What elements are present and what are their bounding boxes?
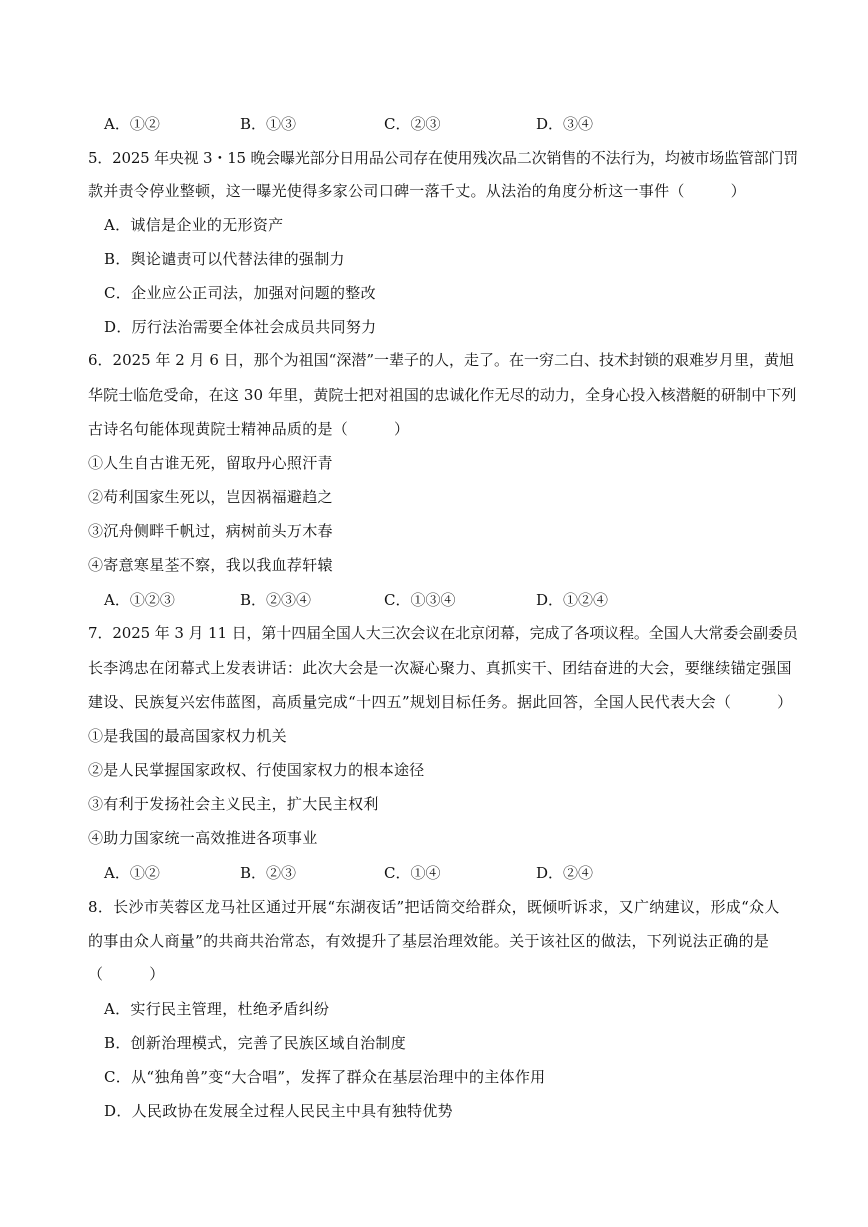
choice-b[interactable]: B．②③④ xyxy=(240,591,312,609)
question-6-item-1: ①人生自古谁无死，留取丹心照汗青 xyxy=(88,454,333,472)
choice-a[interactable]: A．①② xyxy=(104,115,160,133)
question-5-stem-line-1: 5．2025 年央视 3・15 晚会曝光部分日用品公司存在使用残次品二次销售的不法行为，均被市场监管部门罚 xyxy=(88,149,799,167)
question-8-option-d[interactable]: D．人民政协在发展全过程人民民主中具有独特优势 xyxy=(104,1102,453,1120)
question-6-item-4: ④寄意寒星荃不察，我以我血荐轩辕 xyxy=(88,556,333,574)
question-7-item-2: ②是人民掌握国家政权、行使国家权力的根本途径 xyxy=(88,761,425,779)
choice-a[interactable]: A．①② xyxy=(104,864,160,882)
question-6-item-2: ②苟利国家生死以，岂因祸福避趋之 xyxy=(88,488,333,506)
question-5-stem-line-2: 款并责令停业整顿，这一曝光使得多家公司口碑一落千丈。从法治的角度分析这一事件（ ） xyxy=(88,182,746,200)
question-7-stem-line-3: 建设、民族复兴宏伟蓝图，高质量完成“十四五”规划目标任务。据此回答，全国人民代表大会（ ） xyxy=(88,693,793,711)
choice-b[interactable]: B．②③ xyxy=(240,864,297,882)
question-8-option-b[interactable]: B．创新治理模式，完善了民族区域自治制度 xyxy=(104,1034,407,1052)
question-8-option-c[interactable]: C．从“独角兽”变“大合唱”，发挥了群众在基层治理中的主体作用 xyxy=(104,1068,546,1086)
question-5-option-c[interactable]: C．企业应公正司法，加强对问题的整改 xyxy=(104,284,376,302)
choice-d[interactable]: D．①②④ xyxy=(536,591,609,609)
choice-d[interactable]: D．③④ xyxy=(536,115,594,133)
question-8-stem-line-1: 8．长沙市芙蓉区龙马社区通过开展“东湖夜话”把话筒交给群众，既倾听诉求，又广纳建议，形成“众人 xyxy=(88,898,780,916)
question-6-stem-line-3: 古诗名句能体现黄院士精神品质的是（ ） xyxy=(88,420,410,438)
choice-c[interactable]: C．①③④ xyxy=(384,591,456,609)
choice-d[interactable]: D．②④ xyxy=(536,864,594,882)
question-8-option-a[interactable]: A．实行民主管理，杜绝矛盾纠纷 xyxy=(104,1000,330,1018)
question-7-choices xyxy=(104,862,744,884)
question-5-option-b[interactable]: B．舆论谴责可以代替法律的强制力 xyxy=(104,250,345,268)
question-5-option-a[interactable]: A．诚信是企业的无形资产 xyxy=(104,216,284,234)
question-7-stem-line-2: 长李鸿忠在闭幕式上发表讲话：此次大会是一次凝心聚力、真抓实干、团结奋进的大会，要继续锚定强国 xyxy=(88,659,792,677)
question-7-stem-line-1: 7．2025 年 3 月 11 日，第十四届全国人大三次会议在北京闭幕，完成了各项议程。全国人大常委会副委员 xyxy=(88,624,798,642)
choice-b[interactable]: B．①③ xyxy=(240,115,297,133)
question-7-item-3: ③有利于发扬社会主义民主，扩大民主权利 xyxy=(88,795,379,813)
question-5-option-d[interactable]: D．厉行法治需要全体社会成员共同努力 xyxy=(104,318,377,336)
choice-a[interactable]: A．①②③ xyxy=(104,591,175,609)
question-8-stem-line-3: （ ） xyxy=(88,965,165,983)
question-4-choices xyxy=(104,113,744,135)
question-6-stem-line-2: 华院士临危受命，在这 30 年里，黄院士把对祖国的忠诚化作无尽的动力，全身心投入核潜艇的研制中下列 xyxy=(88,386,797,404)
choice-c[interactable]: C．①④ xyxy=(384,864,441,882)
question-6-stem-line-1: 6．2025 年 2 月 6 日，那个为祖国“深潜”一辈子的人，走了。在一穷二白、技术封锁的艰难岁月里，黄旭 xyxy=(88,351,794,369)
question-8-stem-line-2: 的事由众人商量”的共商共治常态，有效提升了基层治理效能。关于该社区的做法，下列说法正确的是 xyxy=(88,932,770,950)
question-7-item-4: ④助力国家统一高效推进各项事业 xyxy=(88,829,318,847)
question-6-item-3: ③沉舟侧畔千帆过，病树前头万木春 xyxy=(88,522,333,540)
question-6-choices xyxy=(104,589,744,611)
choice-c[interactable]: C．②③ xyxy=(384,115,441,133)
question-7-item-1: ①是我国的最高国家权力机关 xyxy=(88,727,287,745)
